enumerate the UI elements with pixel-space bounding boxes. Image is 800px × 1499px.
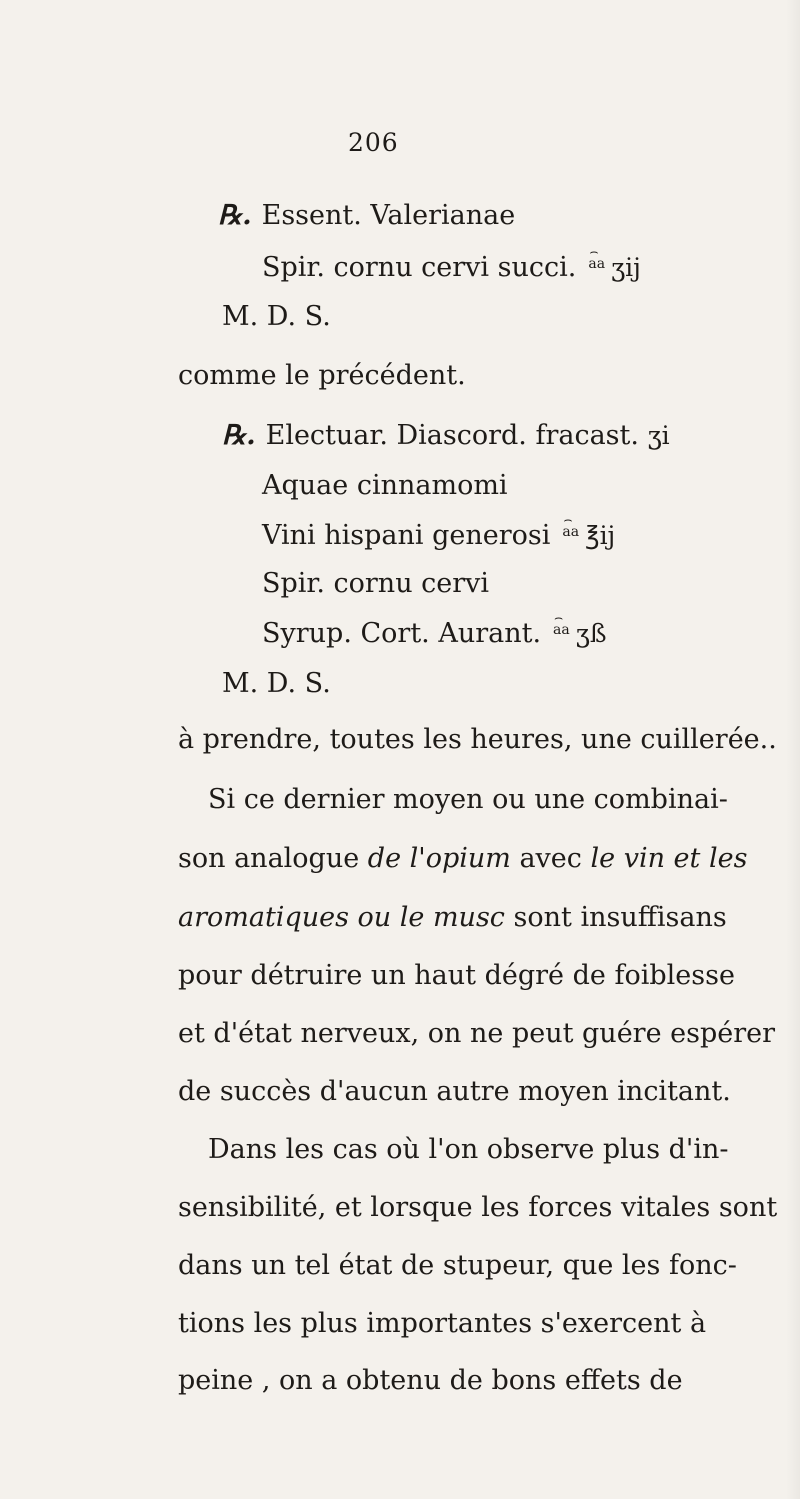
rx-2-line-3 <box>262 522 615 549</box>
aa-marker: ⌢ aa <box>588 257 605 271</box>
rx-2-line-5 <box>262 620 607 647</box>
paragraph-3-line-3: dans un tel état de stupeur, que les fonc- <box>178 1250 737 1281</box>
aa-marker: ⌢ aa <box>562 525 579 539</box>
paragraph-2-line-6: de succès d'aucun autre moyen incitant. <box>178 1076 731 1107</box>
quantity: ʒß <box>575 619 607 648</box>
paragraph-3-line-2: sensibilité, et lorsque les forces vitales sont <box>178 1192 778 1223</box>
rx-symbol: ℞. <box>218 200 252 231</box>
rx-2-line-6: M. D. S. <box>222 668 331 699</box>
rx-2-ingredient-3: Vini hispani generosi <box>262 520 551 551</box>
paragraph-2-line-5: et d'état nerveux, on ne peut guére espérer <box>178 1018 776 1049</box>
rx-2-ingredient-5: Syrup. Cort. Aurant. <box>262 618 542 649</box>
paragraph-2-line-4: pour détruire un haut dégré de foiblesse <box>178 960 735 991</box>
italic-run: le vin et les <box>590 843 748 874</box>
rx-1-line-3: M. D. S. <box>222 301 331 332</box>
rx-1-ingredient-2: Spir. cornu cervi succi. <box>262 252 577 283</box>
rx-1-ingredient-1: Essent. Valerianae <box>261 200 516 231</box>
rx-2-line-2: Aquae cinnamomi <box>262 470 508 501</box>
rx-2-ingredient-1: Electuar. Diascord. fracast. <box>265 420 639 451</box>
rx-1-line-2 <box>262 254 641 281</box>
paragraph-3-line-4: tions les plus importantes s'exercent à <box>178 1308 707 1339</box>
page-edge-shadow <box>786 0 800 1499</box>
paragraph-2-line-3 <box>178 904 727 931</box>
quantity: ℥ij <box>585 521 616 550</box>
paragraph-2-line-1: Si ce dernier moyen ou une combinai- <box>208 784 728 815</box>
paragraph-2-line-2 <box>178 845 747 872</box>
italic-run: de l'opium <box>367 843 511 874</box>
quantity: ʒij <box>611 253 641 282</box>
rx-2-line-4: Spir. cornu cervi <box>262 568 490 599</box>
rx-symbol: ℞. <box>222 420 256 451</box>
aa-marker: ⌢ aa <box>553 623 570 637</box>
page-number: 206 <box>348 128 399 157</box>
paragraph-1-line-1: à prendre, toutes les heures, une cuillerée.. <box>178 724 777 755</box>
note-1: comme le précédent. <box>178 360 466 391</box>
rx-2-line-1 <box>222 422 670 449</box>
paragraph-3-line-1: Dans les cas où l'on observe plus d'in- <box>208 1134 729 1165</box>
text-run: son analogue <box>178 843 368 874</box>
text-run: sont insuffisans <box>504 902 727 933</box>
paragraph-3-line-5: peine , on a obtenu de bons effets de <box>178 1365 683 1396</box>
italic-run: aromatiques ou le musc <box>178 902 505 933</box>
text-run: avec <box>510 843 591 874</box>
rx-1-line-1 <box>218 202 515 229</box>
quantity: ʒi <box>647 421 670 450</box>
